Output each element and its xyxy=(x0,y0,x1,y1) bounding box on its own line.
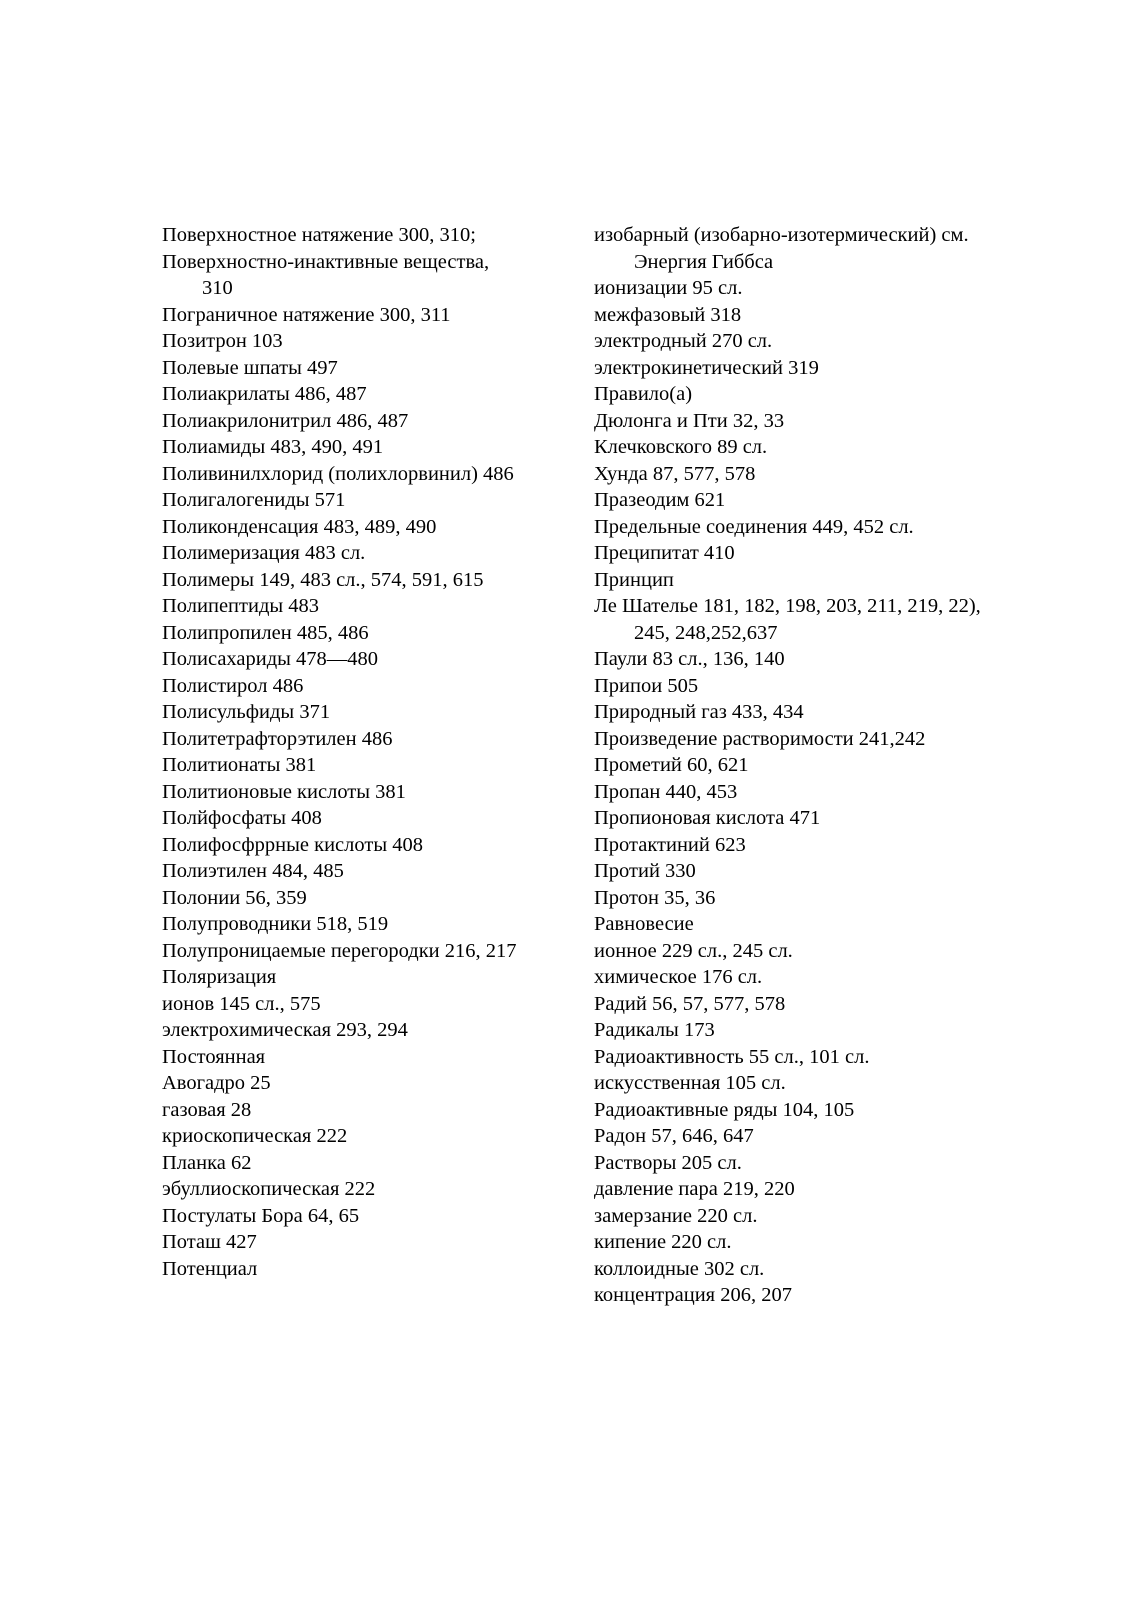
index-entry: Политионаты 381 xyxy=(162,754,317,776)
index-entry: Поляризация xyxy=(162,966,277,988)
index-entry: Протон 35, 36 xyxy=(594,886,716,909)
index-entry: Правило(а) xyxy=(594,383,693,405)
index-entry: ионов 145 сл., 575 xyxy=(162,992,321,1015)
index-entry: Поверхностное натяжение 300, 310; xyxy=(162,224,476,246)
index-column-right xyxy=(594,222,1034,1309)
index-entry: Поликонденсация 483, 489, 490 xyxy=(162,515,437,538)
index-entry: Полиакрилонитрил 486, 487 xyxy=(162,409,409,432)
index-entry: Ле Шателье 181, 182, 198, 203, 211, 219, 22), 245, 248,252,637 xyxy=(594,595,981,644)
index-entry: газовая 28 xyxy=(162,1098,252,1121)
index-entry: Полйфосфаты 408 xyxy=(162,807,322,829)
index-entry: Радиоактивные ряды 104, 105 xyxy=(594,1098,855,1121)
index-entry: Полиамиды 483, 490, 491 xyxy=(162,436,384,458)
index-entry: химическое 176 сл. xyxy=(594,966,763,988)
index-entry: Предельные соединения 449, 452 сл. xyxy=(594,515,914,538)
index-entry: Полипептиды 483 xyxy=(162,595,320,617)
index-entry: Полупроницаемые перегородки 216, 217 xyxy=(162,939,517,962)
index-entry: Принцип xyxy=(594,568,674,591)
index-entry: Планка 62 xyxy=(162,1151,252,1174)
index-entry: Поливинилхлорид (полихлорвинил) 486 xyxy=(162,462,514,485)
index-entry: Полимеры 149, 483 сл., 574, 591, 615 xyxy=(162,568,484,591)
index-entry: Авогадро 25 xyxy=(162,1072,271,1094)
index-entry: Полупроводники 518, 519 xyxy=(162,913,389,935)
index-entry: Полипропилен 485, 486 xyxy=(162,621,369,644)
index-entry: Радикалы 173 xyxy=(594,1019,715,1041)
index-entry: Полисульфиды 371 xyxy=(162,701,331,723)
index-entry: Паули 83 сл., 136, 140 xyxy=(594,648,785,670)
index-entry: Полиакрилаты 486, 487 xyxy=(162,383,367,405)
index-entry: ионное 229 сл., 245 сл. xyxy=(594,939,793,962)
index-entry: Хунда 87, 577, 578 xyxy=(594,462,756,485)
index-entry: Произведение растворимости 241,242 xyxy=(594,727,926,750)
index-entry: Поверхностно-инактивные вещества, 310 xyxy=(162,250,490,299)
index-entry: Радиоактивность 55 сл., 101 сл. xyxy=(594,1045,870,1068)
index-entry: Природный газ 433, 434 xyxy=(594,701,804,723)
index-entry: Полистирол 486 xyxy=(162,674,304,697)
index-entry: Радий 56, 57, 577, 578 xyxy=(594,992,786,1015)
index-entry: Полигалогениды 571 xyxy=(162,489,346,511)
index-entry: электрокинетический 319 xyxy=(594,356,819,379)
index-entry: электрохимическая 293, 294 xyxy=(162,1019,408,1041)
index-entry: Полевые шпаты 497 xyxy=(162,356,338,379)
index-entry: давление пара 219, 220 xyxy=(594,1178,795,1200)
index-entry: замерзание 220 сл. xyxy=(594,1204,758,1227)
index-entry: Протактиний 623 xyxy=(594,833,746,856)
index-entry: криоскопическая 222 xyxy=(162,1125,348,1147)
index-entry: Полиэтилен 484, 485 xyxy=(162,860,344,882)
index-entry: изобарный (изобарно-изотермический) см. Энергия Гиббса xyxy=(594,224,969,273)
index-entry: Растворы 205 сл. xyxy=(594,1151,742,1174)
index-entry: Потенциал xyxy=(162,1257,258,1280)
index-entry: Припои 505 xyxy=(594,674,699,697)
index-entry: Полифосфррные кислоты 408 xyxy=(162,833,423,856)
index-entry: коллоидные 302 сл. xyxy=(594,1257,765,1280)
index-entry: Клечковского 89 сл. xyxy=(594,436,768,458)
index-entry: Празеодим 621 xyxy=(594,489,726,511)
index-entry: электродный 270 сл. xyxy=(594,330,773,352)
index-entry: Постулаты Бора 64, 65 xyxy=(162,1204,360,1227)
index-entry: Постоянная xyxy=(162,1045,266,1068)
index-entry: Пограничное натяжение 300, 311 xyxy=(162,303,451,326)
index-entry: Полонии 56, 359 xyxy=(162,886,307,909)
index-entry: концентрация 206, 207 xyxy=(594,1284,792,1306)
index-entry: Поташ 427 xyxy=(162,1231,257,1253)
index-entry: Преципитат 410 xyxy=(594,542,735,564)
index-entry: Политетрафторэтилен 486 xyxy=(162,727,393,750)
index-entry: ионизации 95 сл. xyxy=(594,277,743,299)
index-entry: Радон 57, 646, 647 xyxy=(594,1125,754,1147)
index-entry: Дюлонга и Пти 32, 33 xyxy=(594,409,785,432)
index-entry: искусственная 105 сл. xyxy=(594,1072,786,1094)
index-entry: межфазовый 318 xyxy=(594,303,742,326)
index-entry: Политионовые кислоты 381 xyxy=(162,780,406,803)
index-column-left xyxy=(162,222,562,1282)
index-entry: эбуллиоскопическая 222 xyxy=(162,1178,376,1200)
index-entry: Пропан 440, 453 xyxy=(594,780,738,803)
index-entry: Позитрон 103 xyxy=(162,330,283,352)
index-entry: Пропионовая кислота 471 xyxy=(594,807,821,829)
index-entry: Прометий 60, 621 xyxy=(594,754,749,776)
index-entry: кипение 220 сл. xyxy=(594,1231,732,1253)
index-entry: Равновесие xyxy=(594,913,694,935)
index-entry: Полимеризация 483 сл. xyxy=(162,542,366,564)
index-entry: Полисахариды 478—480 xyxy=(162,648,379,670)
index-entry: Протий 330 xyxy=(594,860,696,882)
